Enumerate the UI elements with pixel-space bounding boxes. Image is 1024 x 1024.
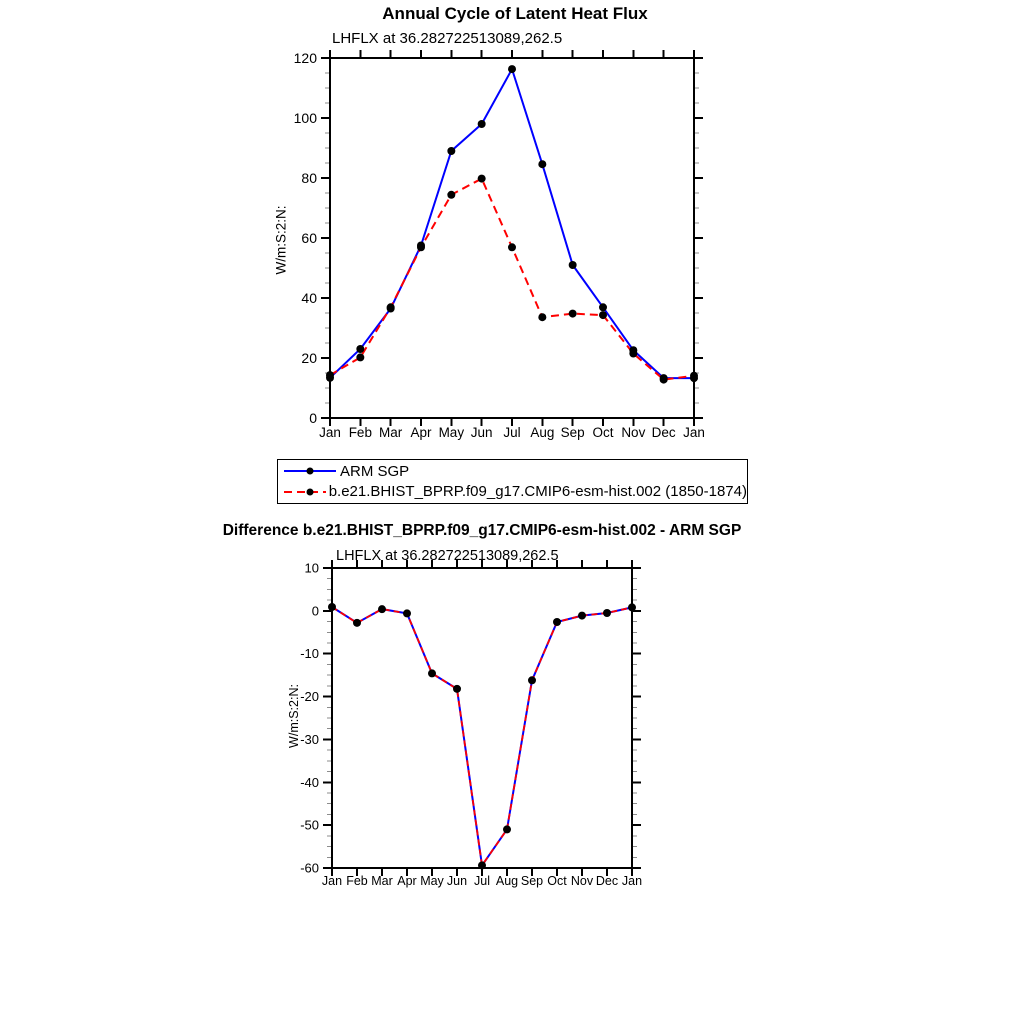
- top-chart-data-point-marker: [599, 311, 607, 319]
- top-chart-x-tick-label: Jan: [683, 425, 705, 440]
- top-chart-series-line: [330, 69, 694, 378]
- legend-label: b.e21.BHIST_BPRP.f09_g17.CMIP6-esm-hist.002 (1850-1874): [328, 483, 747, 501]
- top-chart-y-tick-label: 60: [301, 230, 317, 246]
- top-chart-x-tick-label: Jan: [319, 425, 341, 440]
- top-chart-y-tick-label: 80: [301, 170, 317, 186]
- top-chart-y-tick-label: 0: [309, 410, 317, 426]
- difference-chart-y-tick-label: -30: [300, 731, 319, 747]
- top-chart-axis-frame: [330, 58, 694, 418]
- top-chart-x-tick-label: Aug: [530, 425, 555, 440]
- difference-chart-y-tick-label: 0: [311, 603, 319, 619]
- legend-marker-icon: [307, 468, 314, 475]
- difference-chart-y-tick-label: -10: [300, 646, 319, 662]
- difference-chart-data-point-marker: [628, 603, 636, 611]
- top-chart-data-point-marker: [629, 350, 637, 358]
- difference-chart-series-line: [332, 607, 632, 865]
- top-chart-x-tick-label: Mar: [379, 425, 403, 440]
- top-chart-x-tick-label: Jun: [470, 425, 493, 440]
- top-chart-x-tick-label: May: [438, 425, 465, 440]
- top-chart-x-tick-label: Nov: [621, 425, 646, 440]
- top-chart-data-point-marker: [569, 261, 577, 269]
- top-chart-data-point-marker: [356, 353, 364, 361]
- difference-chart-x-tick-label: Sep: [520, 874, 544, 888]
- top-chart-data-point-marker: [356, 345, 364, 353]
- top-chart-y-tick-label: 120: [293, 50, 317, 66]
- legend-entry-arm-sgp: [283, 462, 747, 481]
- legend-sample-dashed-red-line: [283, 486, 326, 498]
- top-chart-data-point-marker: [660, 376, 668, 384]
- top-chart-data-point-marker: [387, 303, 395, 311]
- top-chart-x-tick-label: Jul: [503, 425, 521, 440]
- difference-chart-data-point-marker: [328, 603, 336, 611]
- difference-chart-x-tick-label: Feb: [346, 874, 368, 888]
- difference-chart-x-tick-label: May: [420, 874, 444, 888]
- difference-chart-data-point-marker: [353, 619, 361, 627]
- top-chart-subtitle: LHFLX at 36.282722513089,262.5: [332, 30, 563, 47]
- difference-chart-x-tick-label: Apr: [397, 874, 417, 888]
- difference-chart-x-tick-label: Jul: [474, 874, 490, 888]
- top-chart-x-tick-label: Sep: [560, 425, 585, 440]
- legend-label: ARM SGP: [340, 462, 410, 480]
- difference-chart-data-point-marker: [378, 605, 386, 613]
- difference-chart-x-tick-label: Nov: [570, 874, 594, 888]
- difference-chart-subtitle: LHFLX at 36.282722513089,262.5: [336, 548, 559, 564]
- difference-chart-y-tick-label: -60: [300, 860, 319, 876]
- top-chart-data-point-marker: [478, 120, 486, 128]
- top-chart-data-point-marker: [508, 243, 516, 251]
- top-chart-data-point-marker: [690, 372, 698, 380]
- difference-chart-data-point-marker: [478, 861, 486, 869]
- difference-chart-y-axis-label: W/m:S:2:N:: [287, 684, 301, 748]
- top-chart-data-point-marker: [447, 147, 455, 155]
- difference-chart-x-tick-label: Aug: [495, 874, 519, 888]
- difference-chart-x-tick-label: Mar: [371, 874, 393, 888]
- top-chart-x-tick-label: Oct: [592, 425, 614, 440]
- top-chart-data-point-marker: [538, 160, 546, 168]
- top-chart-data-point-marker: [447, 191, 455, 199]
- difference-chart-y-tick-label: -20: [300, 689, 319, 705]
- difference-chart-data-point-marker: [453, 685, 461, 693]
- difference-chart-data-point-marker: [403, 609, 411, 617]
- top-chart-x-tick-label: Apr: [410, 425, 432, 440]
- difference-chart-data-point-marker: [528, 676, 536, 684]
- top-chart-data-point-marker: [478, 175, 486, 183]
- difference-chart-data-point-marker: [578, 612, 586, 620]
- difference-chart-data-point-marker: [603, 609, 611, 617]
- top-chart-data-point-marker: [538, 313, 546, 321]
- top-chart-y-axis-label: W/m:S:2:N:: [273, 205, 289, 275]
- top-chart-data-point-marker: [599, 303, 607, 311]
- top-chart-data-point-marker: [508, 65, 516, 73]
- difference-chart-title: Difference b.e21.BHIST_BPRP.f09_g17.CMIP6-esm-hist.002 - ARM SGP: [222, 522, 742, 539]
- top-chart-y-tick-label: 100: [293, 110, 317, 126]
- difference-chart-x-tick-label: Dec: [595, 874, 619, 888]
- top-chart-series-line: [330, 179, 694, 380]
- difference-chart-data-point-marker: [428, 669, 436, 677]
- difference-chart-data-point-marker: [503, 825, 511, 833]
- difference-chart-series-line-overlay: [332, 607, 632, 865]
- difference-chart-data-point-marker: [553, 618, 561, 626]
- top-chart-y-tick-label: 40: [301, 290, 317, 306]
- difference-chart-y-tick-label: 10: [304, 560, 319, 576]
- top-chart-x-tick-label: Dec: [651, 425, 676, 440]
- difference-chart-x-tick-label: Oct: [547, 874, 567, 888]
- legend-sample-solid-blue-line: [283, 465, 337, 477]
- difference-chart-y-tick-label: -50: [300, 817, 319, 833]
- top-chart-title: Annual Cycle of Latent Heat Flux: [382, 4, 648, 23]
- difference-chart-x-tick-label: Jun: [446, 874, 468, 888]
- legend-box: [277, 459, 748, 504]
- top-chart-data-point-marker: [326, 371, 334, 379]
- legend-entry-model: [283, 482, 747, 501]
- top-chart-data-point-marker: [417, 243, 425, 251]
- difference-chart-x-tick-label: Jan: [321, 874, 343, 888]
- difference-chart-x-tick-label: Jan: [621, 874, 643, 888]
- top-chart-y-tick-label: 20: [301, 350, 317, 366]
- legend-marker-icon: [307, 488, 314, 495]
- top-chart-data-point-marker: [569, 310, 577, 318]
- difference-chart-y-tick-label: -40: [300, 774, 319, 790]
- top-chart-x-tick-label: Feb: [348, 425, 372, 440]
